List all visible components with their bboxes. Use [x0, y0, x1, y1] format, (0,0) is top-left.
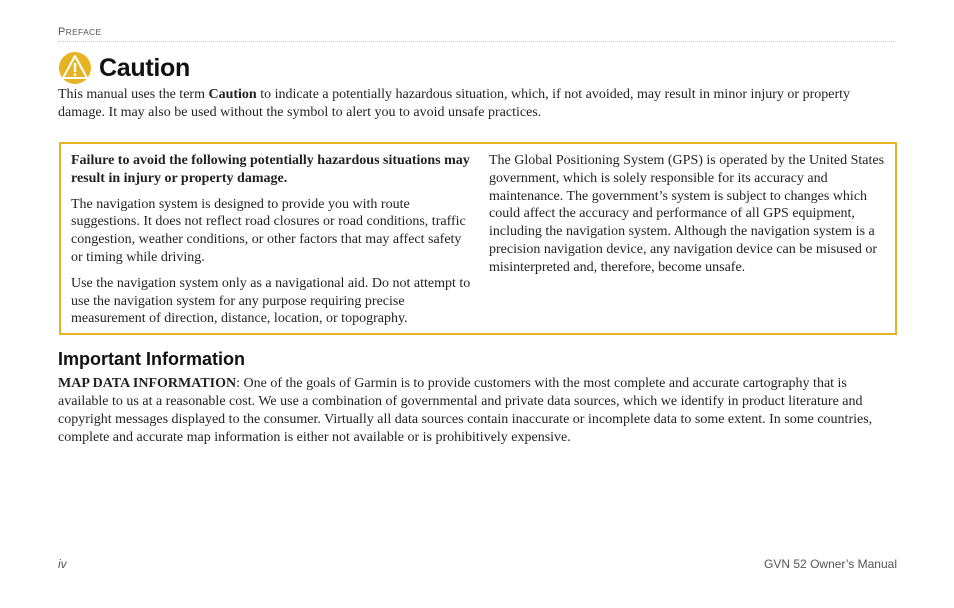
- caution-title-row: [58, 51, 190, 85]
- running-header: [58, 26, 896, 42]
- intro-term: Caution: [208, 87, 257, 102]
- page-number: iv: [58, 557, 67, 571]
- page-title: Caution: [99, 53, 190, 82]
- map-data-paragraph: [58, 375, 898, 447]
- intro-paragraph: [58, 86, 898, 122]
- section-heading: Important Information: [58, 349, 245, 369]
- header-initial: P: [58, 26, 66, 38]
- caution-warning-text: Failure to avoid the following potentially hazardous situations may result in injury or property damage.: [71, 153, 470, 186]
- manual-title: GVN 52 Owner’s Manual: [764, 557, 897, 571]
- map-data-text: : One of the goals of Garmin is to provide customers with the most complete and accurate cartography that is available to us at a reasonable cost. We use a combination of governmental and private data sources, which we identify in product literature and copyright messages displayed to the consumer. Virtually all data sources contain inaccurate or incomplete data to some extent. In some countries, complete and accurate map information is either not available or is prohibitively expensive.: [58, 376, 873, 445]
- gps-paragraph: The Global Positioning System (GPS) is operated by the United States government, which is solely responsible for its accuracy and maintenance. The government’s system is subject to changes which could affect the accuracy and performance of all GPS equipment, including the navigation system. Although the navigation system is a precision navigation device, any navigation device can be misused or misinterpreted and, therefore, become unsafe.: [489, 153, 885, 275]
- intro-before: This manual uses the term: [58, 87, 209, 102]
- warning-triangle-icon: [58, 51, 92, 85]
- caution-paragraph-1: The navigation system is designed to provide you with route suggestions. It does not reflect road closures or road conditions, traffic congestion, weather conditions, or other factors that may affect safety or timing while driving.: [71, 196, 466, 265]
- map-data-label: MAP DATA INFORMATION: [58, 376, 237, 391]
- intro-after: to indicate a potentially hazardous situation, which, if not avoided, may result in minor injury or property damage. It may also be used without the symbol to alert you to avoid unsafe practices.: [58, 87, 851, 120]
- caution-box: [59, 142, 897, 335]
- header-rest: REFACE: [65, 27, 102, 37]
- caution-paragraph-2: Use the navigation system only as a navigational aid. Do not attempt to use the navigation system for any purpose requiring precise measurement of direction, distance, location, or topography.: [71, 275, 471, 327]
- caution-left-column: [71, 152, 471, 336]
- caution-right-column: [489, 152, 885, 277]
